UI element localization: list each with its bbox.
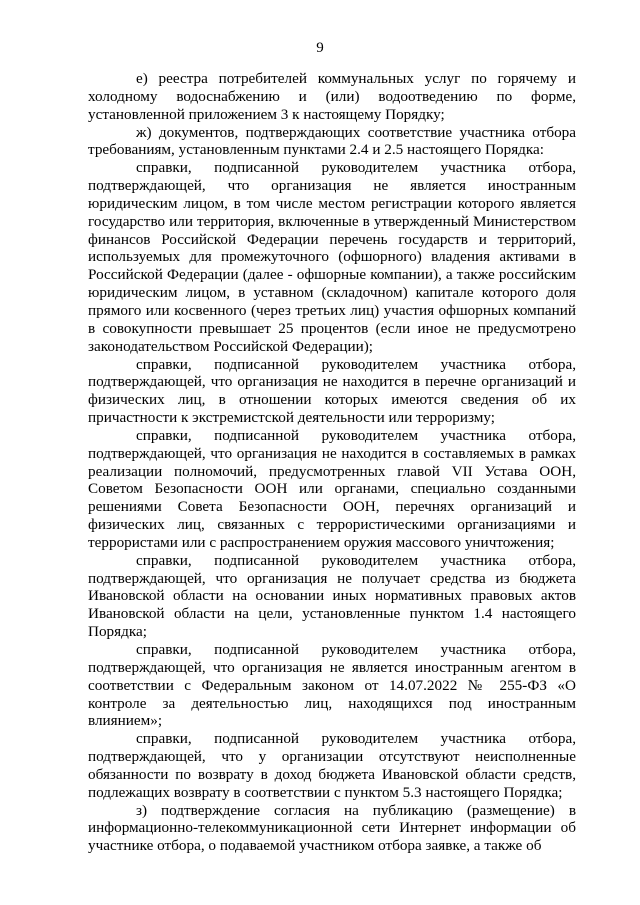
paragraph-unfulfilled-obligations-certificate: справки, подписанной руководителем участника отбора, подтверждающей, что у организации отсутствуют неисполненные обязанности по возврату в доход бюджета Ивановской области средств, подлежащих возврату в соответствии с пунктом 5.3 настоящего Порядка; <box>88 730 576 801</box>
paragraph-foreign-agent-certificate: справки, подписанной руководителем участника отбора, подтверждающей, что организация не является иностранным агентом в соответствии с Федеральным законом от 14.07.2022 № 255-ФЗ «О контроле за деятельностью лиц, находящихся под иностранным влиянием»; <box>88 641 576 730</box>
paragraph-item-e-registry: е) реестра потребителей коммунальных услуг по горячему и холодному водоснабжению и (или) водоотведению по форме, установленной приложением 3 к настоящему Порядку; <box>88 70 576 123</box>
paragraph-budget-funds-certificate: справки, подписанной руководителем участника отбора, подтверждающей, что организация не получает средства из бюджета Ивановской области на основании иных нормативных правовых актов Ивановской области на цели, установленные пунктом 1.4 настоящего Порядка; <box>88 551 576 641</box>
paragraph-item-z-publication-consent: з) подтверждение согласия на публикацию (размещение) в информационно-телекоммуникационной сети Интернет информации об участнике отбора, о подаваемой участником отбора заявке, а также об <box>88 801 576 855</box>
paragraph-extremism-certificate: справки, подписанной руководителем участника отбора, подтверждающей, что организация не находится в перечне организаций и физических лиц, в отношении которых имеются сведения об их причастности к экстремистской деятельности или терроризму; <box>88 355 576 427</box>
paragraph-offshore-certificate: справки, подписанной руководителем участника отбора, подтверждающей, что организация не является иностранным юридическим лицом, в том числе местом регистрации которого является государство или территория, включенные в утвержденный Министерством финансов Российской Федерации перечень государств и территорий, используемых для промежуточного (офшорного) владения активами в Российской Федерации (далее - офшорные компании), а также российским юридическим лицом, в уставном (складочном) капитале которого доля прямого или косвенного (через третьих лиц) участия офшорных компаний в совокупности превышает 25 процентов (если иное не предусмотрено законодательством Российской Федерации); <box>88 159 576 355</box>
document-body <box>88 70 576 855</box>
paragraph-un-sanctions-certificate: справки, подписанной руководителем участника отбора, подтверждающей, что организация не находится в составляемых в рамках реализации полномочий, предусмотренных главой VII Устава ООН, Советом Безопасности ООН или органами, специально созданными решениями Совета Безопасности ООН, перечнях организаций и физических лиц, связанных с террористическими организациями и террористами или с распространением оружия массового уничтожения; <box>88 426 576 551</box>
page-number: 9 <box>316 40 324 56</box>
paragraph-item-zh-documents: ж) документов, подтверждающих соответствие участника отбора требованиям, установленным пунктами 2.4 и 2.5 настоящего Порядка: <box>88 123 576 159</box>
